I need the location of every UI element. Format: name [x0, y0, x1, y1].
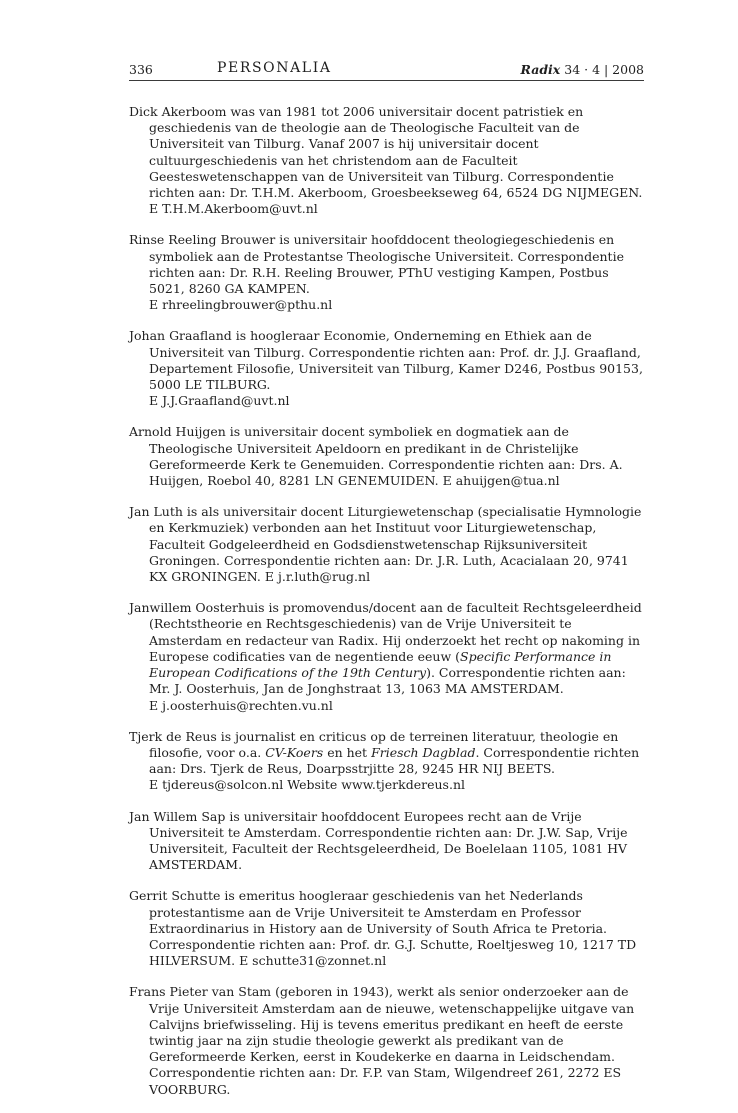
entry-reeling-brouwer — [129, 232, 645, 313]
entry-text: Jan Luth is als universitair docent Liturgiewetenschap (specialisatie Hymnologie en Kerkmuziek) verbonden aan het Instituut voor Liturgiewetenschap, Faculteit Godgeleerdheid en Godsdienstwetenschap Rijksuniversiteit Groningen. Correspondentie richten aan: Dr. J.R. Luth, Acacialaan 20, 9741 KX GRONINGEN. — [129, 504, 642, 585]
entry-email: E rhreelingbrouwer@pthu.nl — [149, 297, 333, 313]
entry-van-stam — [129, 984, 645, 1097]
entry-schutte — [129, 888, 645, 969]
entry-text: Dick Akerboom was van 1981 tot 2006 universitair docent patristiek en geschiedenis van de theologie aan de Theologische Faculteit van de Universiteit van Tilburg. Vanaf 2007 is hij universitair docent cultuurgeschiedenis van het christendom aan de Faculteit Geesteswetenschappen van de Universiteit van Tilburg. Correspondentie richten aan: Dr. T.H.M. Akerboom, Groesbeekseweg 64, 6524 DG NIJMEGEN. — [129, 104, 643, 201]
journal-issue: 34 · 4 | 2008 — [564, 62, 644, 77]
entry-huijgen — [129, 424, 645, 489]
entry-de-reus — [129, 729, 645, 794]
publication-name: CV-Koers — [265, 744, 324, 760]
entry-email: E tjdereus@solcon.nl — [149, 777, 284, 793]
journal-name: Radix — [520, 62, 561, 77]
entry-text: Johan Graafland is hoogleraar Economie, Onderneming en Ethiek aan de Universiteit van Tilburg. Correspondentie richten aan: Prof. dr. J.J. Graafland, Departement Filosofie, Universiteit van Tilburg, Kamer D246, Postbus 90153, 5000 LE TILBURG. — [129, 328, 643, 393]
entry-oosterhuis — [129, 600, 645, 713]
entry-text: Jan Willem Sap is universitair hoofddocent Europees recht aan de Vrije Universiteit te Amsterdam. Correspondentie richten aan: Dr. J.W. Sap, Vrije Universiteit, Faculteit der Rechtsgeleerdheid, De Boelelaan 1105, 1081 HV AMSTERDAM. — [129, 808, 628, 873]
entry-email: E j.r.luth@rug.nl — [264, 569, 371, 585]
entry-text: Gerrit Schutte is emeritus hoogleraar geschiedenis van het Nederlands protestantisme aan de Vrije Universiteit te Amsterdam en Professor Extraordinarius in History aan de University of South Africa te Pretoria. Correspondentie richten aan: Prof. dr. G.J. Schutte, Roeltjesweg 10, 1217 TD HILVERSUM. — [129, 888, 637, 969]
entry-text: Janwillem Oosterhuis is promovendus/docent aan de faculteit Rechtsgeleerdheid (Rechtstheorie en Rechtsgeschiedenis) van de Vrije Universiteit te Amsterdam en redacteur van Radix. Hij onderzoekt het recht op nakoming in Europese codificaties van de negentiende eeuw ( — [129, 600, 642, 664]
personalia-list — [129, 104, 645, 1113]
entry-text: Frans Pieter van Stam (geboren in 1943), werkt als senior onderzoeker aan de Vrije Universiteit Amsterdam aan de nieuwe, wetenschappelijke uitgave van Calvijns briefwisseling. Hij is tevens emeritus predikant en heeft de eerste twintig jaar na zijn studie theologie gewerkt als predikant van de Gereformeerde Kerken, eerst in Koudekerke en daarna in Leidschendam. Correspondentie richten aan: Dr. F.P. van Stam, Wilgendreef 261, 2272 ES VOORBURG. — [129, 984, 635, 1097]
entry-email: E J.J.Graafland@uvt.nl — [149, 393, 290, 409]
entry-akerboom — [129, 104, 645, 217]
page-number: 336 — [129, 62, 153, 77]
entry-email: E j.oosterhuis@rechten.vu.nl — [149, 697, 333, 713]
entry-website: Website www.tjerkdereus.nl — [287, 777, 465, 793]
entry-text: . Correspondentie richten aan: Drs. Tjerk de Reus, Doarpsstrjitte 28, 9245 HR NIJ BEETS. — [149, 744, 640, 777]
journal-info — [521, 62, 644, 77]
entry-graafland — [129, 328, 645, 409]
publication-name: Friesch Dagblad — [371, 744, 476, 760]
entry-text: Rinse Reeling Brouwer is universitair hoofddocent theologiegeschiedenis en symboliek aan de Protestantse Theologische Universiteit. Correspondentie richten aan: Dr. R.H. Reeling Brouwer, PThU vestiging Kampen, Postbus 5021, 8260 GA KAMPEN. — [129, 232, 624, 297]
running-header — [129, 60, 644, 81]
entry-email: E T.H.M.Akerboom@uvt.nl — [149, 201, 318, 217]
book-title: Specific Performance in European Codifications of the 19th Century — [149, 648, 612, 681]
entry-text: en het — [323, 744, 372, 760]
entry-text: Tjerk de Reus is journalist en criticus op de terreinen literatuur, theologie en filosofie, voor o.a. — [129, 728, 619, 760]
entry-email: E schutte31@zonnet.nl — [239, 953, 387, 969]
entry-sap — [129, 809, 645, 874]
entry-text: Arnold Huijgen is universitair docent symboliek en dogmatiek aan de Theologische Universiteit Apeldoorn en predikant in de Christelijke Gereformeerde Kerk te Genemuiden. Correspondentie richten aan: Drs. A. Huijgen, Roebol 40, 8281 LN GENEMUIDEN. — [129, 424, 623, 489]
entry-text: ). Correspondentie richten aan: Mr. J. Oosterhuis, Jan de Jonghstraat 13, 1063 MA AMSTERDAM. — [149, 665, 626, 697]
entry-email: E ahuijgen@tua.nl — [442, 473, 560, 489]
entry-luth — [129, 504, 645, 585]
section-title: PERSONALIA — [217, 60, 332, 76]
